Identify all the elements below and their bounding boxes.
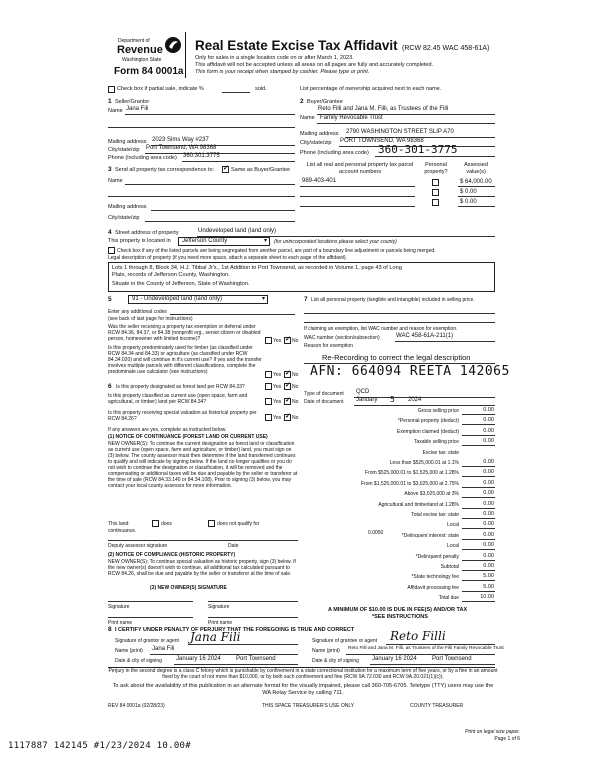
seller-name-line [125,114,295,115]
partial-pct-line [222,92,250,93]
tax-row-line [462,435,495,436]
county-treasurer: COUNTY TREASURER [410,703,464,709]
current-use-yes-label: Yes [273,399,282,405]
corresp-city-line [145,221,295,222]
county-value: Jefferson County [182,238,228,244]
buyer-name-label: Name [300,115,315,121]
personal-property-checkbox-3[interactable] [432,199,439,206]
same-as-buyer-checkbox[interactable] [222,166,229,173]
tax-row-label: Excise tax: state [422,449,459,456]
new-owner-sig-heading: (3) NEW OWNER(S) SIGNATURE [150,585,227,591]
tax-row-label: Local [447,522,459,529]
tax-row-value[interactable]: 0.00 [483,459,494,465]
tax-row-line [462,601,495,602]
tax-row-label: Less than $525,000.01 at 1.1% [389,460,459,466]
doc-date-year[interactable]: 2024 [408,397,422,403]
parcel-line-1 [300,186,415,187]
personal-prop-line-1 [304,313,495,314]
doc-date-month[interactable]: January [356,397,378,403]
tax-row-value[interactable]: 10.00 [480,594,494,601]
tax-row-label: Local [447,543,459,550]
tax-row-line [462,549,495,550]
assessed-line-3 [458,206,495,207]
forest-no-label: No [292,384,299,390]
seller-mailing[interactable]: 2023 Sims Way #237 [152,137,209,143]
grantor-name-label: Name (print) [115,648,143,654]
grantee-sig-line [386,644,495,645]
tax-row-value[interactable]: 0.00 [483,563,494,569]
boundary-checkbox[interactable] [108,247,115,254]
grantee-name[interactable]: Reto Filli and Jana M. Filli, as Trustees of the Filli Family Revocable Trust [348,646,504,651]
forest-no-checkbox[interactable] [284,383,291,390]
add-codes-label: Enter any additional codes [108,309,167,315]
form-title-rcw: (RCW 82.45 WAC 458-61A) [402,45,490,52]
corresp-section-num: 3 [108,166,112,173]
personal-property-checkbox-2[interactable] [432,189,439,196]
tax-row-line [462,445,495,446]
header-note2: This affidavit will not be accepted unless all areas on all pages are fully and accurately completed. [195,62,434,68]
located-label: This property is located in [108,238,171,244]
form-title: Real Estate Excise Tax Affidavit [195,38,398,53]
tax-row-value[interactable]: 0.00 [483,552,494,559]
tax-row-line [462,518,495,519]
grantor-name[interactable]: Jana Fili [152,646,175,652]
q2-yes-label: Yes [273,372,282,378]
legal-line1: Lots 1 through 8, Block 34, H.J. Tibbal Jr's., 1st Addition to Port Townsend, as recorded in Volume 1, page 43 of Long [112,265,402,271]
does-not-checkbox[interactable] [208,520,215,527]
personal-prop-section-num: 7 [304,296,308,303]
form-title-row [195,37,489,55]
legal-line2: Plats, records of Jefferson County, Washington. [112,272,230,278]
tax-row-value[interactable]: 0.00 [483,407,494,413]
reason-label: Reason for exemption [304,343,353,349]
certify-statement: I CERTIFY UNDER PENALTY OF PERJURY THAT THE FOREGOING IS TRUE AND CORRECT [115,627,355,633]
parcels-col3: Assessed value(s) [464,162,488,175]
grantee-date-line [370,664,495,665]
does-not-label: does not qualify for [217,521,260,527]
tax-row-line [462,476,495,477]
tax-row-value[interactable]: 0.00 [483,500,494,507]
legal-label: Legal description of property (if you need more space, attach a separate sheet to each page of the affidavit). [108,255,347,261]
corresp-name-line [125,184,295,185]
owner-print-line-2 [208,617,298,618]
notice2-title: (2) NOTICE OF COMPLIANCE (HISTORIC PROPERTY) [108,552,236,558]
corresp-label: Send all property tax correspondence to: [115,167,215,173]
historic-question: Is this property receiving special valuation as historical property per RCW 84.26? [108,410,257,422]
tax-row-value[interactable]: 0.00 [483,511,494,517]
grantor-sig-line [188,644,298,645]
tax-row-value[interactable]: 0.00 [483,531,494,538]
dept-line1: Department of [118,38,150,44]
see-back-label: (see back of last page for instructions) [108,316,193,322]
seller-city-label: City/state/zip [108,147,140,153]
page-number: Page 1 of 6 [494,736,520,742]
tax-row-value[interactable]: 0.00 [483,427,494,434]
tax-row-line [462,414,495,415]
street-label: Street address of property [115,230,179,236]
assessed-value-3[interactable]: $ 0.00 [460,199,477,205]
rev-number: REV 84 0001a (02/28/23) [108,703,165,709]
notice1-title: (1) NOTICE OF CONTINUANCE (FOREST LAND OR CURRENT USE) [108,434,268,440]
tax-row-label: *State technology fee [411,574,459,581]
property-section-num: 4 [108,229,112,236]
seller-name-line2 [108,127,295,128]
unincorp-note: (for unincorporated locations please select your county) [274,239,397,245]
grantor-date-label: Date & city of signing [115,658,162,664]
q1-no-label: No [292,338,299,344]
forest-question: Is this property designated as forest land per RCW 84.33? [116,384,245,390]
tax-row-line [462,487,495,488]
owner-sig-line-2 [208,601,298,602]
assessed-line-1 [458,186,495,187]
timber-question: Is this property predominately used for timber (as classified under RCW 84.34 and 84.33) or agriculture (as classified under RCW 84.34.020) and will continue in it's current use? If yes and the transfer involves multiple parcels with different classifications, complete the predominate use calculator (see instructions) [108,345,262,375]
seller-city-line [145,153,295,154]
buyer-name-line1[interactable]: Reto Filli and Jana M. Filli, as Trustees of the Filli [318,106,449,112]
grantee-date[interactable]: January 16 2024 [372,656,417,662]
partial-sale-checkbox[interactable] [108,86,115,93]
tax-row-label: Total due [438,595,459,602]
parcel-line-2 [300,196,415,197]
notice1-body: NEW OWNER(S): To continue the current designation as forest land or classification as current use (open space, farm and agriculture, or timber) land, you must sign on (3) below. The county assessor must then determine if the land transferred continues to qualify and will indicate by signing below. If the land no longer qualifies or you do not wish to continue the designation or classification, it will be removed and the compensating or additional taxes will be due and payable by the seller or transferor at the time of sale (RCW 84.33.140 or 84.34.108). Prior to signing (3) below, you may contact your local county assessor for more information. [108,441,298,489]
current-use-yes-checkbox[interactable] [265,398,272,405]
street-address[interactable]: Undeveloped land (land only) [198,228,277,234]
q1-yes-label: Yes [273,338,282,344]
tax-row-line [462,539,495,540]
header-divider [185,32,186,78]
grantee-city[interactable]: Port Townsend [432,656,472,662]
doc-date-day[interactable]: 5 [390,395,395,404]
perjury-notice: Perjury in the second degree is a class C felony which is punishable by confinement in a state correctional institution for a maximum term of five years, or by a fine in an amount fixed by the court of not more than $10,000, or by both such confinement and fine (RCW 9A.72.030 and RCW 9A.20.021(1)(c)). [108,668,498,680]
current-use-no-checkbox[interactable] [284,398,291,405]
seller-section-num: 1 [108,98,112,105]
seller-city[interactable]: Port Townsend, WA 98368 [146,145,217,151]
grantee-name-label: Name (print) [312,648,340,654]
assessed-line-2 [458,196,495,197]
tax-row-line [462,580,495,581]
wac-label: WAC number (section/subsection) [304,335,380,341]
current-use-no-label: No [292,399,299,405]
grantor-date-line [174,664,298,665]
legal-paper-note: Print on legal size paper. [465,729,520,735]
tax-row-label: From $525,000.01 to $1,525,000 at 1.28% [365,470,459,477]
tax-row-label: *Delinquent penalty [415,553,459,560]
local-rate: 0.0050 [368,530,384,536]
this-land-label: This land: [108,521,130,527]
buyer-mailing[interactable]: 2790 WASHINGTON STREET SLIP A70 [346,129,454,135]
tax-row-value[interactable]: 0.00 [483,521,494,528]
minimum-note: A MINIMUM OF $10.00 IS DUE IN FEE(S) AND/OR TAX [328,607,468,613]
grantee-date-label: Date & city of signing [312,658,359,664]
tax-row-label: Affidavit processing fee [407,584,459,591]
parcels-col2: Personal property? [424,162,448,175]
tax-row-label: Gross selling price [417,408,459,414]
land-use-section-num: 5 [108,296,112,303]
certify-section-num: 8 [108,626,112,633]
land-use-select[interactable] [128,295,268,304]
tax-row-label: Total excise tax: state [411,512,459,518]
land-use-value: 91 - Undeveloped land (land only) [132,296,223,302]
does-checkbox[interactable] [152,520,159,527]
see-instructions: *SEE INSTRUCTIONS [372,614,428,620]
assessed-value-2[interactable]: $ 0.00 [460,189,477,195]
land-use-dropdown-icon: ▾ [261,296,265,302]
historic-no-label: No [292,415,299,421]
legal-line3: Situate in the County of Jefferson, State of Washington. [112,281,250,287]
deputy-sig-label: Deputy assessor signature [108,543,168,549]
tax-row-value[interactable]: 5.00 [483,573,494,580]
doc-date-label: Date of document [304,399,344,405]
dor-logo-mark-icon [164,36,182,54]
forest-section-num: 6 [108,383,112,390]
grantor-date[interactable]: January 16 2024 [176,656,221,662]
does-label: does [161,521,172,527]
deputy-sig-line [108,540,298,541]
buyer-phone-label: Phone (including area code) [300,150,369,156]
tax-row-label: *Personal property (deduct) [397,418,459,425]
tax-row-line [462,560,495,561]
notice2-body: NEW OWNER(S): To continue special valuation as historic property, sign (3) below. If the new owner(s) doesn't wish to continue, all additional tax calculated pursuant to RCW 84.26, shall be due and payable by the seller or transferor at the time of sale. [108,559,296,577]
tax-row-value[interactable]: 0.00 [483,490,494,497]
dept-line2: Revenue [117,44,163,56]
tax-row-label: Above $3,025,000 at 3% [404,491,459,498]
buyer-city-label: City/state/zip [300,140,332,146]
tax-row-line [462,424,495,425]
tax-row-value[interactable]: 0.00 [483,469,494,476]
header-note1: Only for sales in a single location code on or after March 1, 2023. [195,55,354,61]
county-dropdown-icon: ▾ [263,238,267,244]
grantor-signature[interactable]: Jana Fili [190,630,241,644]
parcels-col1: List all real and personal property tax parcel account numbers [306,162,414,175]
grantee-name-line [346,654,495,655]
historic-yes-checkbox[interactable] [265,414,272,421]
grantee-signature[interactable]: Reto Filli [390,629,446,643]
wac-line [395,341,495,342]
tax-row-line [462,591,495,592]
q1-no-checkbox[interactable] [284,337,291,344]
tax-row-label: Exemption claimed (deduct) [397,428,459,435]
grantor-city[interactable]: Port Townsend [236,656,276,662]
county-select[interactable] [178,237,270,246]
tax-row-label: Subtotal [440,564,459,570]
availability-notice: To ask about the availability of this publication in an alternate format for the visually impaired, please call 360-705-6705. Teletype (TTY) users may use the WA Relay Service by calling 711. [112,683,494,696]
seller-phone-line [182,161,295,162]
legal-description-box[interactable] [108,262,495,292]
treasurer-use: THIS SPACE TREASURER'S USE ONLY [262,703,355,709]
tax-row-label: From $1,525,000.01 to $3,025,000 at 2.75% [360,480,459,487]
forest-yes-checkbox[interactable] [265,383,272,390]
personal-prop-label: List all personal property (tangible and intangible) included in selling price. [311,297,475,303]
buyer-heading: Buyer/Grantee [307,99,343,105]
header-note3: This form is your receipt when stamped by cashier. Please type or print. [195,69,370,75]
form-number: Form 84 0001a [114,66,184,77]
seller-phone-label: Phone (including area code) [108,155,177,161]
personal-property-checkbox-1[interactable] [432,179,439,186]
q1-yes-checkbox[interactable] [265,337,272,344]
tax-row-label: *Delinquent interest: state [401,532,459,539]
exemption-reason[interactable]: Re-Recording to correct the legal description [322,353,471,362]
parcel-line-3 [300,206,415,207]
corresp-name-label: Name [108,178,123,184]
owner-print-label-2: Print name [208,620,233,626]
tax-row-value[interactable]: 0.00 [483,417,494,424]
tax-row-label: Agricultural and timberland at 1.28% [378,501,459,508]
owner-sig-line-1 [108,601,193,602]
same-as-buyer-label: Same as Buyer/Grantee [231,167,291,173]
tax-row-line [462,466,495,467]
seller-mailing-label: Mailing address [108,139,147,145]
continuance-label: continuance. [108,528,137,534]
tax-row-value[interactable]: 0.00 [483,438,494,445]
tax-row-line [462,497,495,498]
owner-print-label-1: Print name [108,620,133,626]
tax-row-value[interactable]: 0.00 [483,542,494,549]
partial-sale-label: Check box if partial sale, indicate % [117,86,204,92]
recording-stamp: 1117887 142145 #1/23/2024 10.00# [8,741,191,751]
deputy-date-label: Date [228,543,239,549]
tax-row-line [462,570,495,571]
owner-sig-label-1: Signature [108,604,130,610]
grantee-sig-label: Signature of grantee or agent [312,638,378,644]
seller-name[interactable]: Jana Fili [126,106,149,112]
afn-handwritten: AFN: 664094 REETA 142065 [310,364,510,379]
corresp-city-label: City/state/zip [108,215,140,221]
seller-heading: Seller/Grantor [115,99,150,105]
parcel-number-1[interactable]: 989-403-401 [302,178,337,184]
grantor-sig-label: Signature of grantor or agent [115,638,179,644]
current-use-question: Is this property classified as current use (open space, farm and agricultural, or timber) land per RCW 84.34? [108,393,248,405]
buyer-phone[interactable]: 360-301-3775 [378,143,458,156]
doc-type-label: Type of document [304,391,344,397]
exemption-label: If claiming an exemption, list WAC number and reason for exemption. [304,326,458,332]
corresp-mailing-line [151,210,295,211]
tax-row-line [462,528,495,529]
tax-row-label: Taxable selling price [413,439,459,446]
q2-no-checkbox[interactable] [284,371,291,378]
buyer-name-underline2 [317,123,495,124]
buyer-mailing-label: Mailing address [300,131,339,137]
forest-yes-label: Yes [273,384,282,390]
corresp-name-line2 [108,196,295,197]
corresp-mailing-label: Mailing address [108,204,147,210]
buyer-phone-line [375,156,495,157]
historic-no-checkbox[interactable] [284,414,291,421]
buyer-city[interactable]: PORT TOWNSEND, WA 98368 [340,138,424,144]
tax-row-value[interactable]: 5.00 [483,583,494,590]
doc-date-line [354,405,495,406]
historic-yes-label: Yes [273,415,282,421]
buyer-section-num: 2 [300,98,304,105]
boundary-label: Check box if any of the listed parcels are being segregated from another parcel, are part of a boundary line adjustment or parcels being merged. [117,248,436,254]
doc-type[interactable]: QCD [356,389,370,395]
list-pct-label: List percentage of ownership acquired next to each name. [300,86,442,92]
tax-row-value[interactable]: 0.00 [483,479,494,486]
seller-phone[interactable]: 360.301.3775 [183,153,220,159]
seller-name-label: Name [108,108,123,114]
owner-print-line-1 [108,617,193,618]
assessed-value-1[interactable]: $ 64,000.00 [460,179,492,185]
buyer-name-line2[interactable]: Family Revocable Trust [320,115,383,121]
tax-row-line [462,508,495,509]
exemption-question: Was the seller receiving a property tax exemption or deferral under RCW 84.36, 84.37, or 84.38 (nonprofit org., senior citizen or disabled person, homeowner with limited income)? [108,324,261,342]
q2-no-label: No [292,372,299,378]
q2-yes-checkbox[interactable] [265,371,272,378]
personal-prop-line-2 [304,322,495,323]
dept-line3: Washington State [122,57,162,63]
grantor-name-line [150,654,298,655]
owner-sig-label-2: Signature [208,604,230,610]
if-yes-note: If any answers are yes, complete as instructed below. [108,427,227,433]
add-codes-line [170,314,295,315]
partial-sold: sold. [255,86,267,92]
wac-value[interactable]: WAC 458-61A-211(1) [396,333,454,339]
